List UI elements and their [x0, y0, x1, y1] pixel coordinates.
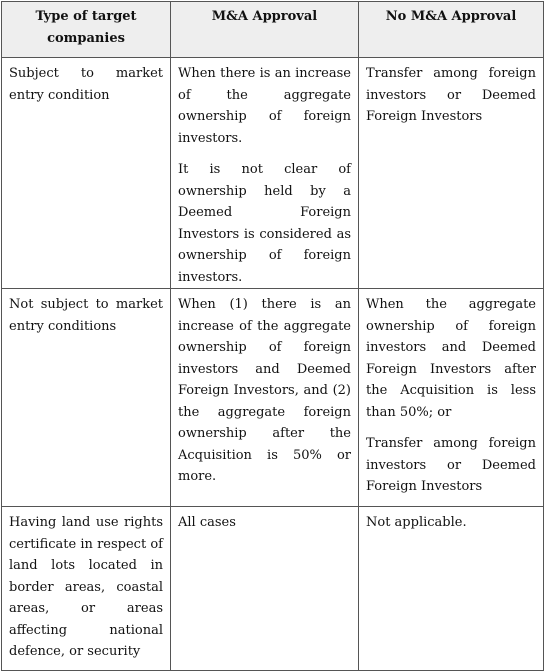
cell-no-approval [359, 507, 544, 671]
cell-text: Not subject to market entry conditions [9, 297, 163, 334]
cell-type [2, 507, 171, 671]
cell-no-approval [359, 289, 544, 507]
table-row [2, 58, 544, 289]
cell-text: All cases [178, 515, 236, 530]
table-header-row [2, 2, 544, 58]
cell-type [2, 289, 171, 507]
header-ma-approval: M&A Approval [171, 2, 359, 58]
table-row [2, 507, 544, 671]
header-type-of-target-companies: Type of target companies [2, 2, 171, 58]
ma-approval-table [1, 1, 544, 671]
cell-text: Subject to market entry condition [9, 66, 163, 103]
header-no-ma-approval: No M&A Approval [359, 2, 544, 58]
cell-approval [171, 507, 359, 671]
cell-approval [171, 289, 359, 507]
table-row [2, 289, 544, 507]
cell-no-approval [359, 58, 544, 289]
cell-text: When the aggregate ownership of foreign investors and Deemed Foreign Investors after the Acquisition is less than 50%; or [366, 297, 536, 420]
cell-text: When there is an increase of the aggregate ownership of foreign investors. [178, 66, 351, 146]
cell-text: Transfer among foreign investors or Deemed Foreign Investors [366, 436, 536, 494]
cell-text: When (1) there is an increase of the aggregate ownership of foreign investors and Deemed Foreign Investors, and (2) the aggregate foreign ownership after the Acquisition is 50% or more. [178, 297, 351, 484]
cell-text: Having land use rights certificate in respect of land lots located in border areas, coastal areas, or areas affecting national defence, or security [9, 515, 163, 659]
cell-type [2, 58, 171, 289]
cell-approval [171, 58, 359, 289]
cell-text: Not applicable. [366, 515, 467, 530]
cell-text: Transfer among foreign investors or Deemed Foreign Investors [366, 66, 536, 124]
cell-text: It is not clear of ownership held by a Deemed Foreign Investors is considered as ownership of foreign investors. [178, 162, 351, 285]
